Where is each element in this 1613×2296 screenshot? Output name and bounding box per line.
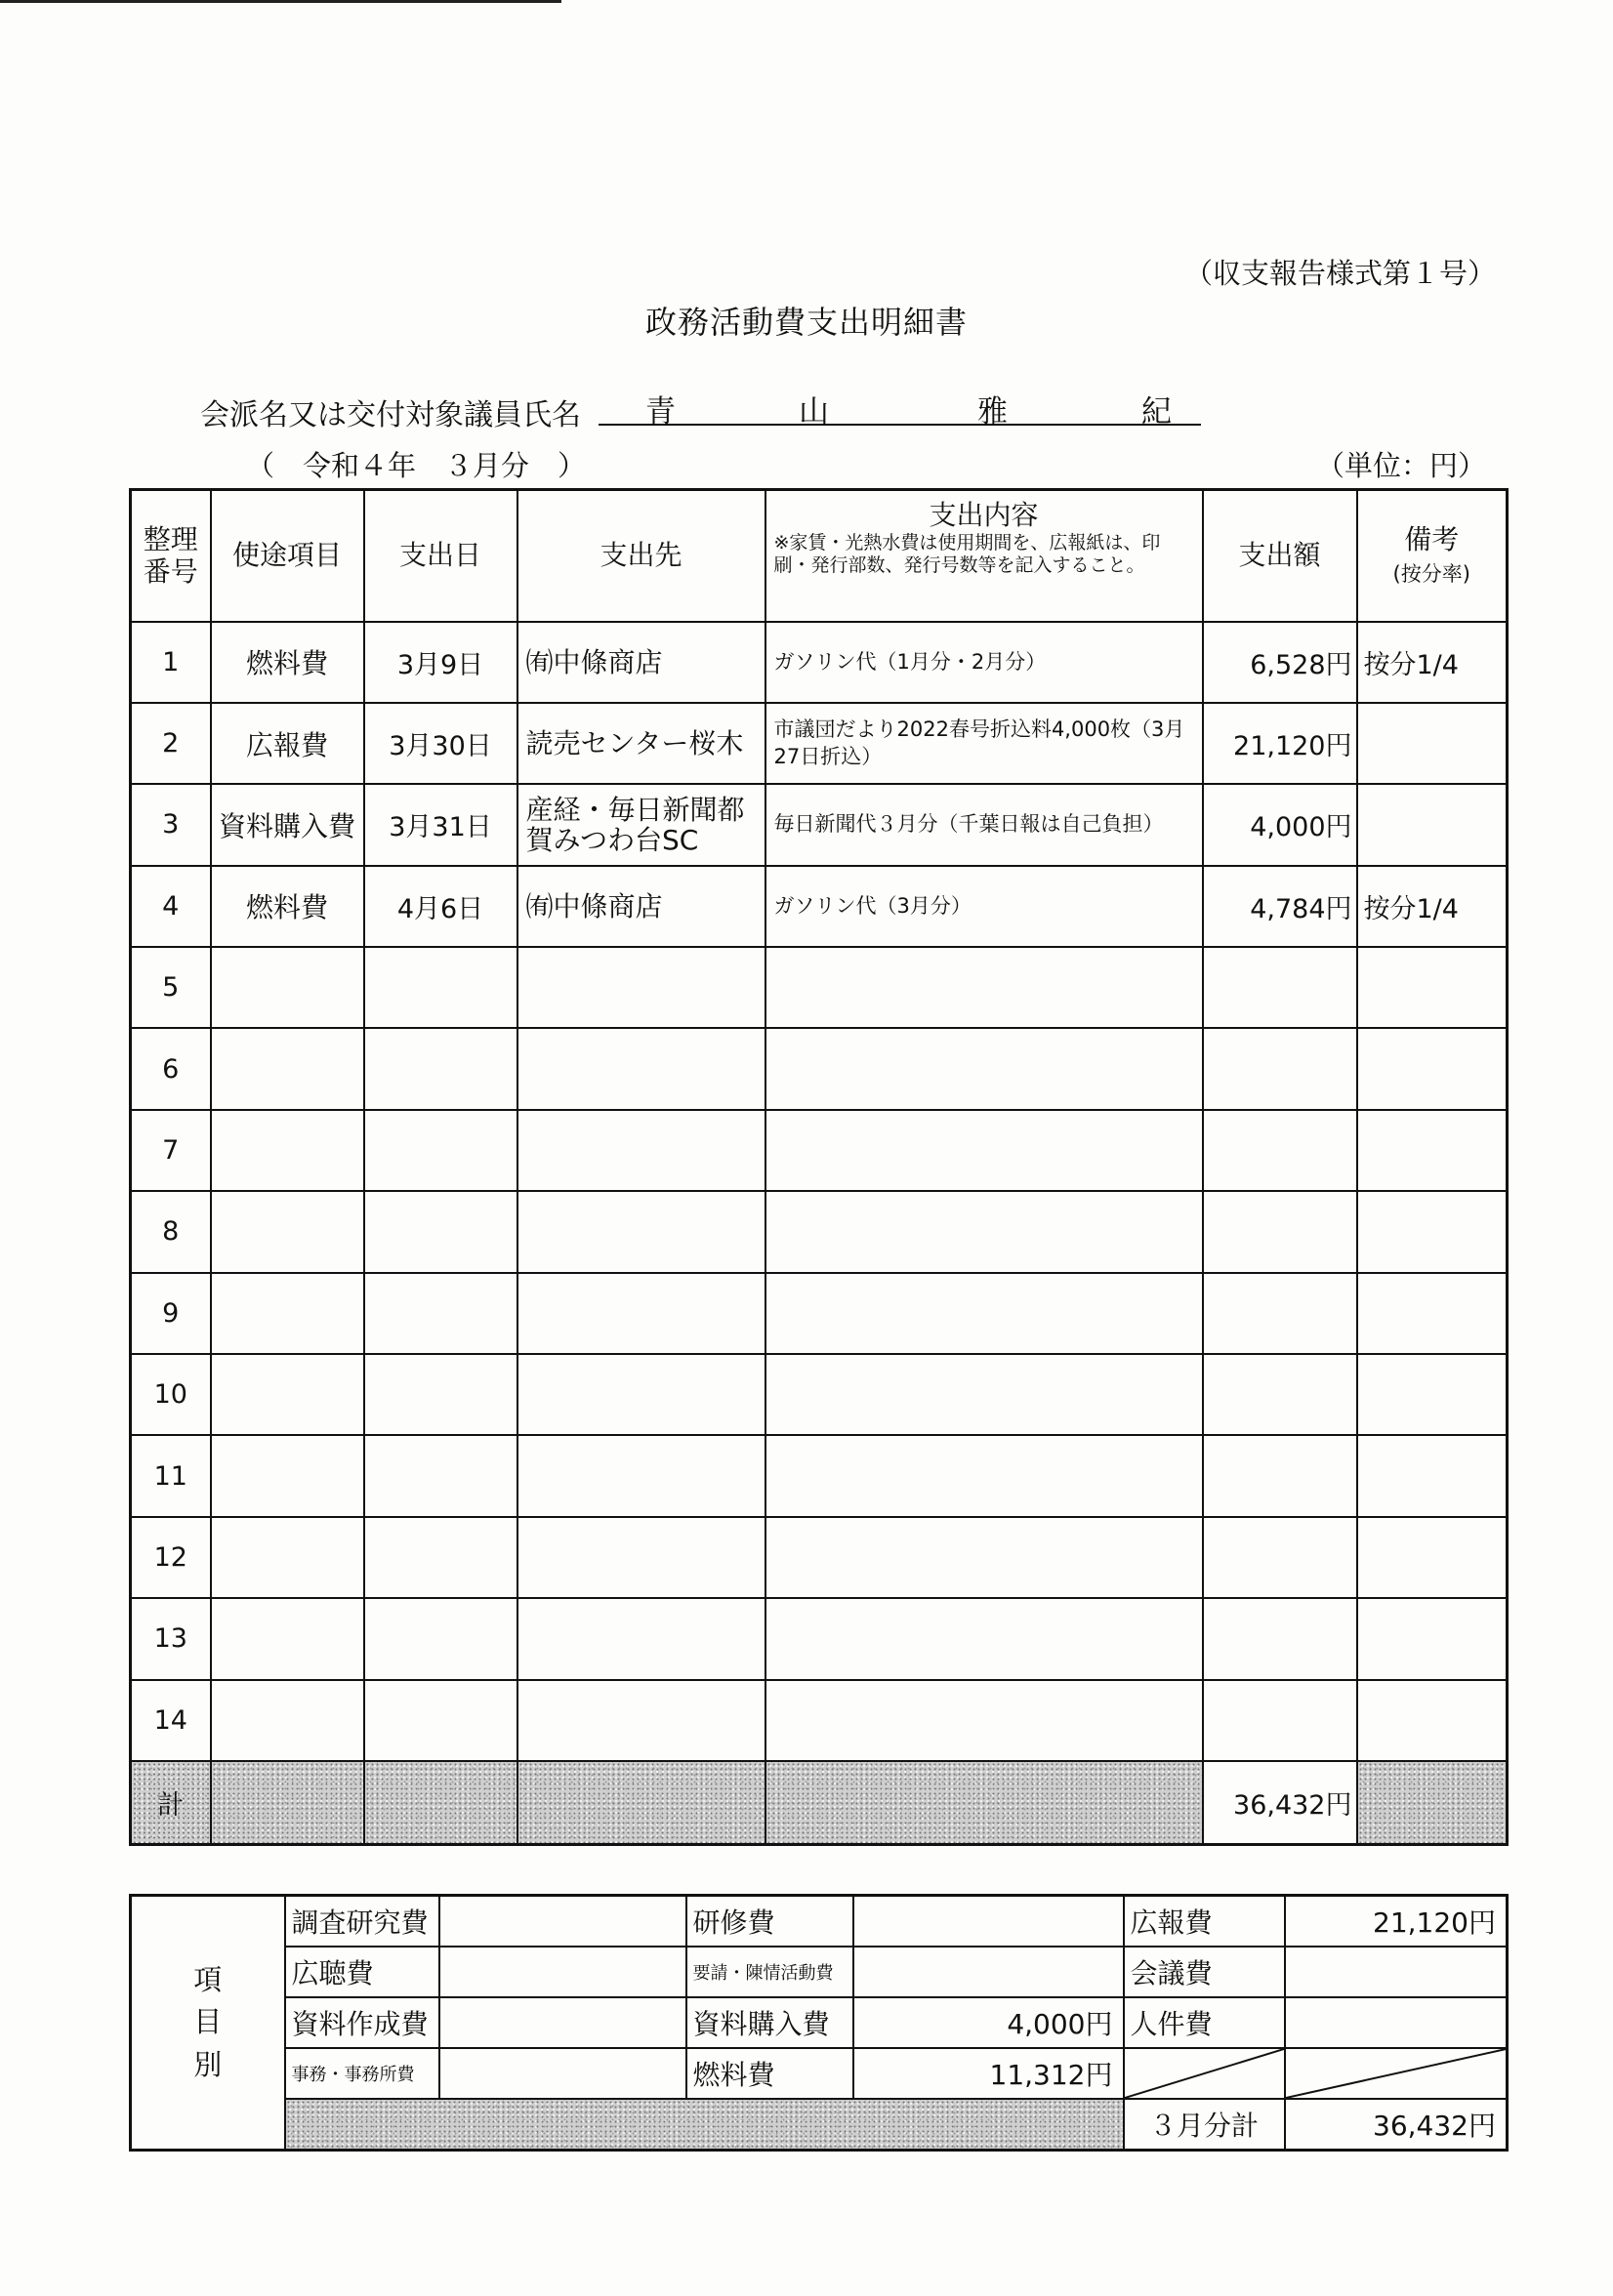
expense-date	[364, 1110, 517, 1191]
payee	[517, 1191, 765, 1272]
summary-label: 資料購入費	[686, 1997, 853, 2048]
payee	[517, 1680, 765, 1761]
header-note: 備考 (按分率)	[1357, 490, 1508, 622]
allocation-note	[1357, 784, 1508, 865]
payee: ㈲中條商店	[517, 622, 765, 703]
row-number: 1	[131, 622, 211, 703]
header-date: 支出日	[364, 490, 517, 622]
expense-content: ガソリン代（1月分・2月分）	[765, 622, 1203, 703]
expense-date: 3月9日	[364, 622, 517, 703]
expense-amount	[1203, 1191, 1357, 1272]
payee: 産経・毎日新聞都賀みつわ台SC	[517, 784, 765, 865]
use-category	[211, 1517, 364, 1598]
table-row	[131, 1191, 1508, 1272]
use-category	[211, 947, 364, 1028]
payee	[517, 1435, 765, 1516]
summary-value	[439, 1997, 686, 2048]
diagonal-slash-cell	[1124, 2048, 1285, 2099]
table-row	[131, 703, 1508, 784]
summary-value	[1285, 1947, 1508, 1997]
expense-amount	[1203, 947, 1357, 1028]
expense-date	[364, 1598, 517, 1679]
allocation-note	[1357, 947, 1508, 1028]
expense-amount	[1203, 1110, 1357, 1191]
use-category	[211, 1273, 364, 1354]
expense-amount: 4,000円	[1203, 784, 1357, 865]
table-row	[131, 1273, 1508, 1354]
payee: ㈲中條商店	[517, 866, 765, 947]
shaded-cell	[364, 1761, 517, 1845]
header-payee: 支出先	[517, 490, 765, 622]
total-label: 計	[131, 1761, 211, 1845]
expense-amount: 6,528円	[1203, 622, 1357, 703]
expense-content	[765, 1273, 1203, 1354]
summary-value	[439, 1896, 686, 1948]
table-row	[131, 1110, 1508, 1191]
expense-amount	[1203, 1354, 1357, 1435]
header-content-note: ※家賃・光熱水費は使用期間を、広報紙は、印刷・発行部数、発行号数等を記入すること。	[773, 531, 1161, 577]
payee	[517, 1517, 765, 1598]
expense-date: 4月6日	[364, 866, 517, 947]
allocation-note	[1357, 1028, 1508, 1109]
payee	[517, 1598, 765, 1679]
expense-content: ガソリン代（3月分）	[765, 866, 1203, 947]
use-category: 燃料費	[211, 866, 364, 947]
summary-value	[853, 1947, 1124, 1997]
summary-row	[131, 1997, 1508, 2048]
summary-row	[131, 2048, 1508, 2099]
row-number: 8	[131, 1191, 211, 1272]
expense-content: 毎日新聞代３月分（千葉日報は自己負担）	[765, 784, 1203, 865]
expense-content	[765, 1110, 1203, 1191]
table-row	[131, 622, 1508, 703]
table-row	[131, 1354, 1508, 1435]
use-category	[211, 1191, 364, 1272]
summary-label: 事務・事務所費	[285, 2048, 439, 2099]
member-name-char: 紀	[1141, 394, 1172, 430]
payee	[517, 947, 765, 1028]
summary-value: 4,000円	[853, 1997, 1124, 2048]
row-number: 4	[131, 866, 211, 947]
allocation-note: 按分1/4	[1357, 866, 1508, 947]
expense-content	[765, 1354, 1203, 1435]
expense-date	[364, 1191, 517, 1272]
expense-date	[364, 1028, 517, 1109]
row-number: 2	[131, 703, 211, 784]
summary-label: 広報費	[1124, 1896, 1285, 1948]
allocation-note	[1357, 1517, 1508, 1598]
page-title: 政務活動費支出明細書	[644, 304, 968, 341]
row-number: 5	[131, 947, 211, 1028]
expense-date	[364, 1680, 517, 1761]
expense-date: 3月31日	[364, 784, 517, 865]
expense-date	[364, 1517, 517, 1598]
summary-label: 人件費	[1124, 1997, 1285, 2048]
summary-label: 調査研究費	[285, 1896, 439, 1948]
use-category	[211, 1110, 364, 1191]
allocation-note	[1357, 1435, 1508, 1516]
summary-value	[1285, 1997, 1508, 2048]
month-total-label: ３月分計	[1124, 2099, 1285, 2151]
summary-label: 会議費	[1124, 1947, 1285, 1997]
use-category: 資料購入費	[211, 784, 364, 865]
table-row	[131, 1435, 1508, 1516]
member-name-field	[599, 387, 1201, 430]
allocation-note	[1357, 1598, 1508, 1679]
summary-value	[853, 1896, 1124, 1948]
summary-row	[131, 1947, 1508, 1997]
expense-content	[765, 1435, 1203, 1516]
allocation-note	[1357, 1354, 1508, 1435]
form-number: （収支報告様式第１号）	[1183, 257, 1496, 290]
summary-value	[439, 1947, 686, 1997]
category-summary-table	[129, 1894, 1509, 2152]
allocation-note	[1357, 1273, 1508, 1354]
header-content	[765, 490, 1203, 622]
row-number: 14	[131, 1680, 211, 1761]
row-number: 10	[131, 1354, 211, 1435]
allocation-note	[1357, 1191, 1508, 1272]
table-row	[131, 1598, 1508, 1679]
total-amount: 36,432円	[1203, 1761, 1357, 1845]
expense-date	[364, 947, 517, 1028]
expense-content	[765, 1680, 1203, 1761]
use-category: 燃料費	[211, 622, 364, 703]
row-number: 12	[131, 1517, 211, 1598]
expense-date	[364, 1354, 517, 1435]
member-name-char: 青	[645, 394, 676, 430]
use-category: 広報費	[211, 703, 364, 784]
expense-amount: 21,120円	[1203, 703, 1357, 784]
payee	[517, 1028, 765, 1109]
summary-label: 研修費	[686, 1896, 853, 1948]
table-row	[131, 1680, 1508, 1761]
expense-amount	[1203, 1680, 1357, 1761]
summary-value	[439, 2048, 686, 2099]
summary-label: 広聴費	[285, 1947, 439, 1997]
header-use: 使途項目	[211, 490, 364, 622]
expense-amount	[1203, 1435, 1357, 1516]
expense-content	[765, 1191, 1203, 1272]
expense-content	[765, 1517, 1203, 1598]
summary-side-label: 項 目 別	[131, 1896, 285, 2151]
expense-date	[364, 1273, 517, 1354]
expense-date	[364, 1435, 517, 1516]
month-total-value: 36,432円	[1285, 2099, 1508, 2151]
shaded-cell	[211, 1761, 364, 1845]
use-category	[211, 1680, 364, 1761]
expense-amount	[1203, 1028, 1357, 1109]
use-category	[211, 1435, 364, 1516]
summary-value: 11,312円	[853, 2048, 1124, 2099]
member-name-char: 山	[799, 394, 829, 430]
use-category	[211, 1028, 364, 1109]
table-row	[131, 784, 1508, 865]
use-category	[211, 1354, 364, 1435]
payee	[517, 1110, 765, 1191]
payee: 読売センター桜木	[517, 703, 765, 784]
expense-date: 3月30日	[364, 703, 517, 784]
summary-label: 資料作成費	[285, 1997, 439, 2048]
scan-top-rule	[0, 0, 561, 3]
period: （ 令和４年 ３月分 ）	[246, 449, 587, 482]
total-row	[131, 1761, 1508, 1845]
allocation-note	[1357, 1680, 1508, 1761]
shaded-cell	[765, 1761, 1203, 1845]
row-number: 9	[131, 1273, 211, 1354]
shaded-cell	[517, 1761, 765, 1845]
table-header-row	[131, 490, 1508, 622]
expense-content	[765, 1598, 1203, 1679]
expense-content	[765, 1028, 1203, 1109]
shaded-cell	[1357, 1761, 1508, 1845]
summary-total-row	[131, 2099, 1508, 2151]
table-row	[131, 947, 1508, 1028]
row-number: 13	[131, 1598, 211, 1679]
summary-value: 21,120円	[1285, 1896, 1508, 1948]
use-category	[211, 1598, 364, 1679]
allocation-note: 按分1/4	[1357, 622, 1508, 703]
shaded-cell	[285, 2099, 1124, 2151]
member-name-row	[200, 390, 1206, 430]
expense-amount	[1203, 1273, 1357, 1354]
row-number: 11	[131, 1435, 211, 1516]
allocation-note	[1357, 703, 1508, 784]
row-number: 6	[131, 1028, 211, 1109]
header-no: 整理 番号	[131, 490, 211, 622]
table-row	[131, 866, 1508, 947]
summary-label: 燃料費	[686, 2048, 853, 2099]
header-amount: 支出額	[1203, 490, 1357, 622]
expense-amount	[1203, 1517, 1357, 1598]
unit-label: （単位：円）	[1315, 449, 1486, 482]
member-name-char: 雅	[977, 394, 1008, 430]
payee	[517, 1273, 765, 1354]
expense-amount: 4,784円	[1203, 866, 1357, 947]
diagonal-slash-cell	[1285, 2048, 1508, 2099]
table-row	[131, 1517, 1508, 1598]
summary-row	[131, 1896, 1508, 1948]
payee	[517, 1354, 765, 1435]
expense-content: 市議団だより2022春号折込料4,000枚（3月27日折込）	[765, 703, 1203, 784]
expense-content	[765, 947, 1203, 1028]
row-number: 7	[131, 1110, 211, 1191]
header-content-title: 支出内容	[929, 499, 1039, 531]
member-label: 会派名又は交付対象議員氏名	[200, 398, 581, 432]
row-number: 3	[131, 784, 211, 865]
expense-table	[129, 488, 1509, 1846]
summary-label: 要請・陳情活動費	[686, 1947, 853, 1997]
table-row	[131, 1028, 1508, 1109]
allocation-note	[1357, 1110, 1508, 1191]
expense-amount	[1203, 1598, 1357, 1679]
